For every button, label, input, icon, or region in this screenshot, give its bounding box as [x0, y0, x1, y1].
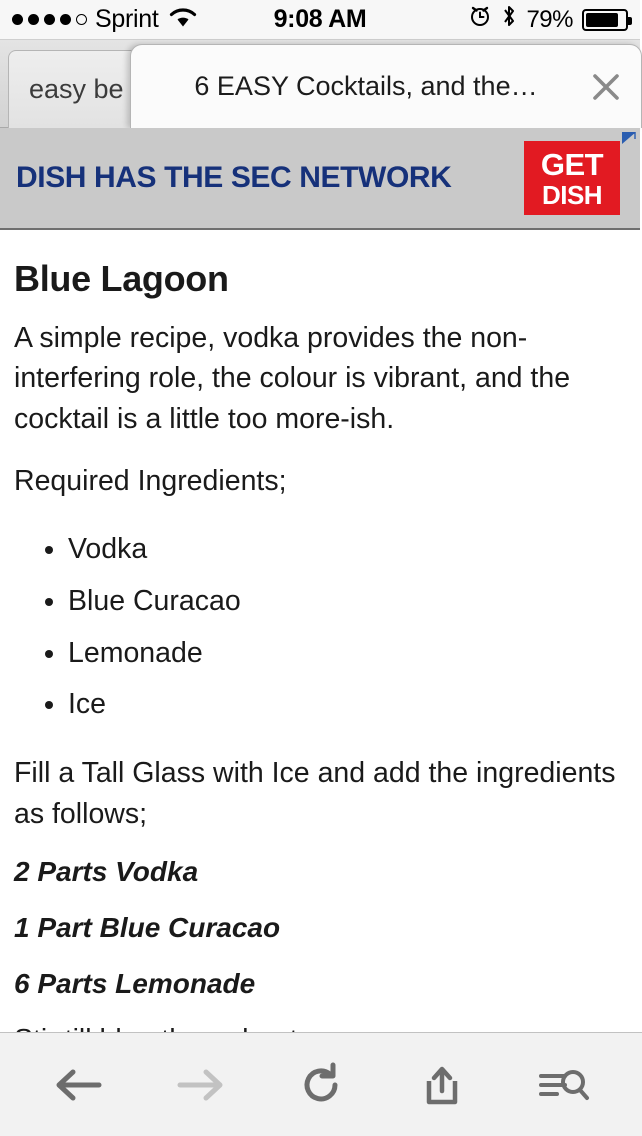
browser-toolbar — [0, 1032, 642, 1136]
list-item: • Blue Curacao — [68, 576, 628, 628]
status-bar — [0, 0, 640, 40]
wifi-icon — [168, 6, 198, 35]
active-tab-title: 6 EASY Cocktails, and the… — [194, 71, 538, 101]
close-tab-button[interactable] — [571, 70, 641, 104]
background-tab-title: easy be — [29, 74, 124, 104]
arrow-right-icon — [174, 1063, 226, 1107]
page-title: Blue Lagoon — [14, 258, 229, 299]
ad-logo-line1: GET — [540, 146, 604, 182]
arrow-left-icon — [53, 1063, 105, 1107]
web-page-content[interactable] — [0, 232, 642, 1032]
share-icon — [418, 1061, 466, 1109]
ingredients-list — [68, 524, 628, 731]
battery-icon — [582, 9, 628, 31]
ratio-line: 1 Part Blue Curacao — [14, 912, 281, 944]
intro-paragraph: A simple recipe, vodka provides the non-interfering role, the colour is vibrant, and the cocktail is a little too more-ish. — [14, 322, 571, 435]
ad-headline: DISH HAS THE SEC NETWORK — [16, 161, 452, 194]
carrier-label: Sprint — [95, 5, 159, 33]
bluetooth-icon — [501, 3, 517, 36]
forward-button[interactable] — [160, 1045, 240, 1125]
alarm-clock-icon — [468, 4, 492, 35]
clock-label: 9:08 AM — [273, 5, 367, 33]
ingredients-heading: Required Ingredients; — [14, 465, 287, 498]
back-button[interactable] — [39, 1045, 119, 1125]
signal-strength-indicator — [12, 14, 87, 25]
reload-icon — [297, 1061, 345, 1109]
signal-dot-4 — [60, 14, 71, 25]
find-on-page-button[interactable] — [523, 1045, 603, 1125]
signal-dot-5 — [76, 14, 87, 25]
ad-logo — [524, 141, 620, 215]
signal-dot-1 — [12, 14, 23, 25]
close-icon — [589, 70, 623, 104]
list-item: • Vodka — [68, 524, 628, 576]
ratio-line: 6 Parts Lemonade — [14, 968, 256, 1000]
ratio-line: 2 Parts Vodka — [14, 856, 199, 888]
list-item: • Lemonade — [68, 628, 628, 680]
instructions-paragraph: Fill a Tall Glass with Ice and add the ingredients as follows; — [14, 757, 616, 830]
ad-choices-icon[interactable] — [620, 130, 638, 149]
battery-percent-label: 79% — [526, 5, 573, 33]
reload-button[interactable] — [281, 1045, 361, 1125]
share-button[interactable] — [402, 1045, 482, 1125]
find-search-icon — [535, 1063, 591, 1107]
signal-dot-3 — [44, 14, 55, 25]
tab-bar — [0, 40, 640, 128]
signal-dot-2 — [28, 14, 39, 25]
active-tab[interactable] — [130, 44, 642, 128]
ad-logo-line2: DISH — [541, 179, 603, 210]
ad-banner[interactable] — [0, 128, 640, 230]
list-item: • Ice — [68, 679, 628, 731]
